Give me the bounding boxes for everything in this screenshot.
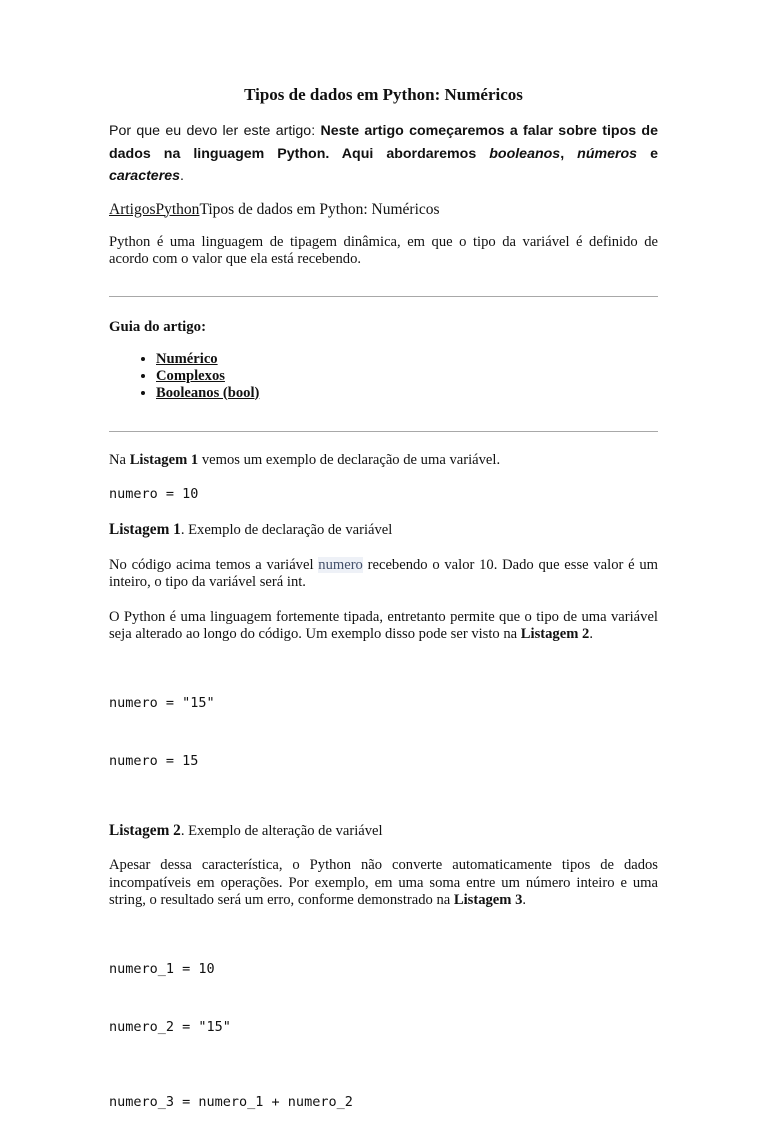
- paragraph-strong-typing: O Python é uma linguagem fortemente tipada, entretanto permite que o tipo de uma variável seja alterado ao longo do código. Um exemplo disso pode ser visto na Listagem 2.: [109, 608, 658, 642]
- breadcrumb-link-python[interactable]: Python: [155, 200, 200, 218]
- intro-bold-text: Neste artigo começaremos a falar sobre tipos de dados na linguagem Python. Aqui abordaremos: [109, 123, 658, 162]
- intro-term-numeros: números: [577, 145, 638, 162]
- code-line: numero_1 = 10: [109, 960, 215, 977]
- listing3-ref: Listagem 3: [453, 892, 523, 908]
- breadcrumb-link-artigos[interactable]: Artigos: [109, 200, 156, 218]
- intro-comma: ,: [560, 145, 565, 162]
- paragraph-dynamic-typing: Python é uma linguagem de tipagem dinâmica, em que o tipo da variável é definido de acordo com o valor que ela está recebendo.: [109, 233, 658, 267]
- code-line: numero = 15: [109, 752, 199, 769]
- intro-term-caracteres: caracteres: [109, 168, 180, 184]
- caption-listing1: Listagem 1. Exemplo de declaração de variável: [109, 521, 393, 538]
- code-line: numero = "15": [109, 694, 215, 711]
- intro-conjunction: e: [650, 145, 658, 162]
- paragraph-listing1-intro: Na Listagem 1 vemos um exemplo de declaração de uma variável.: [109, 451, 501, 468]
- code-line: numero_2 = "15": [109, 1018, 231, 1035]
- code-line: numero_3 = numero_1 + numero_2: [109, 1093, 353, 1110]
- code-line: numero = 10: [109, 486, 199, 502]
- code-block-listing2: [109, 661, 658, 804]
- guide-item-complexos[interactable]: • Complexos: [156, 368, 658, 385]
- intro-period: .: [180, 168, 184, 184]
- caption-listing2: Listagem 2. Exemplo de alteração de variável: [109, 821, 383, 839]
- intro-lead: Por que eu devo ler este artigo:: [109, 123, 316, 139]
- guide-item-booleanos[interactable]: • Booleanos (bool): [156, 385, 658, 402]
- intro-term-booleanos: booleanos: [489, 145, 561, 162]
- inline-code-numero: numero: [318, 556, 363, 573]
- guide-item-numerico[interactable]: • Numérico: [156, 351, 658, 368]
- paragraph-incompatible-types: Apesar dessa característica, o Python não converte automaticamente tipos de dados incompatíveis em operações. Por exemplo, em uma soma entre um número inteiro e uma string, o resultado será um erro, conforme demonstrado na Listagem 3.: [109, 857, 658, 908]
- paragraph-variable-int: No código acima temos a variável numero recebendo o valor 10. Dado que esse valor é um inteiro, o tipo da variável será int.: [109, 556, 658, 590]
- divider-bottom: [109, 431, 658, 432]
- code-block-listing1: [109, 486, 658, 503]
- article-intro: [109, 120, 658, 188]
- breadcrumb-current: Tipos de dados em Python: Numéricos: [199, 200, 440, 218]
- breadcrumb: [109, 200, 658, 220]
- page-title: Tipos de dados em Python: Numéricos: [244, 85, 523, 104]
- guide-title: Guia do artigo:: [109, 318, 207, 335]
- listing1-ref: Listagem 1: [129, 451, 199, 468]
- divider-top: [109, 296, 658, 297]
- code-block-listing3: [109, 927, 658, 1145]
- article-page: [109, 84, 658, 1145]
- guide-list: [109, 351, 658, 402]
- listing2-ref: Listagem 2: [520, 626, 590, 642]
